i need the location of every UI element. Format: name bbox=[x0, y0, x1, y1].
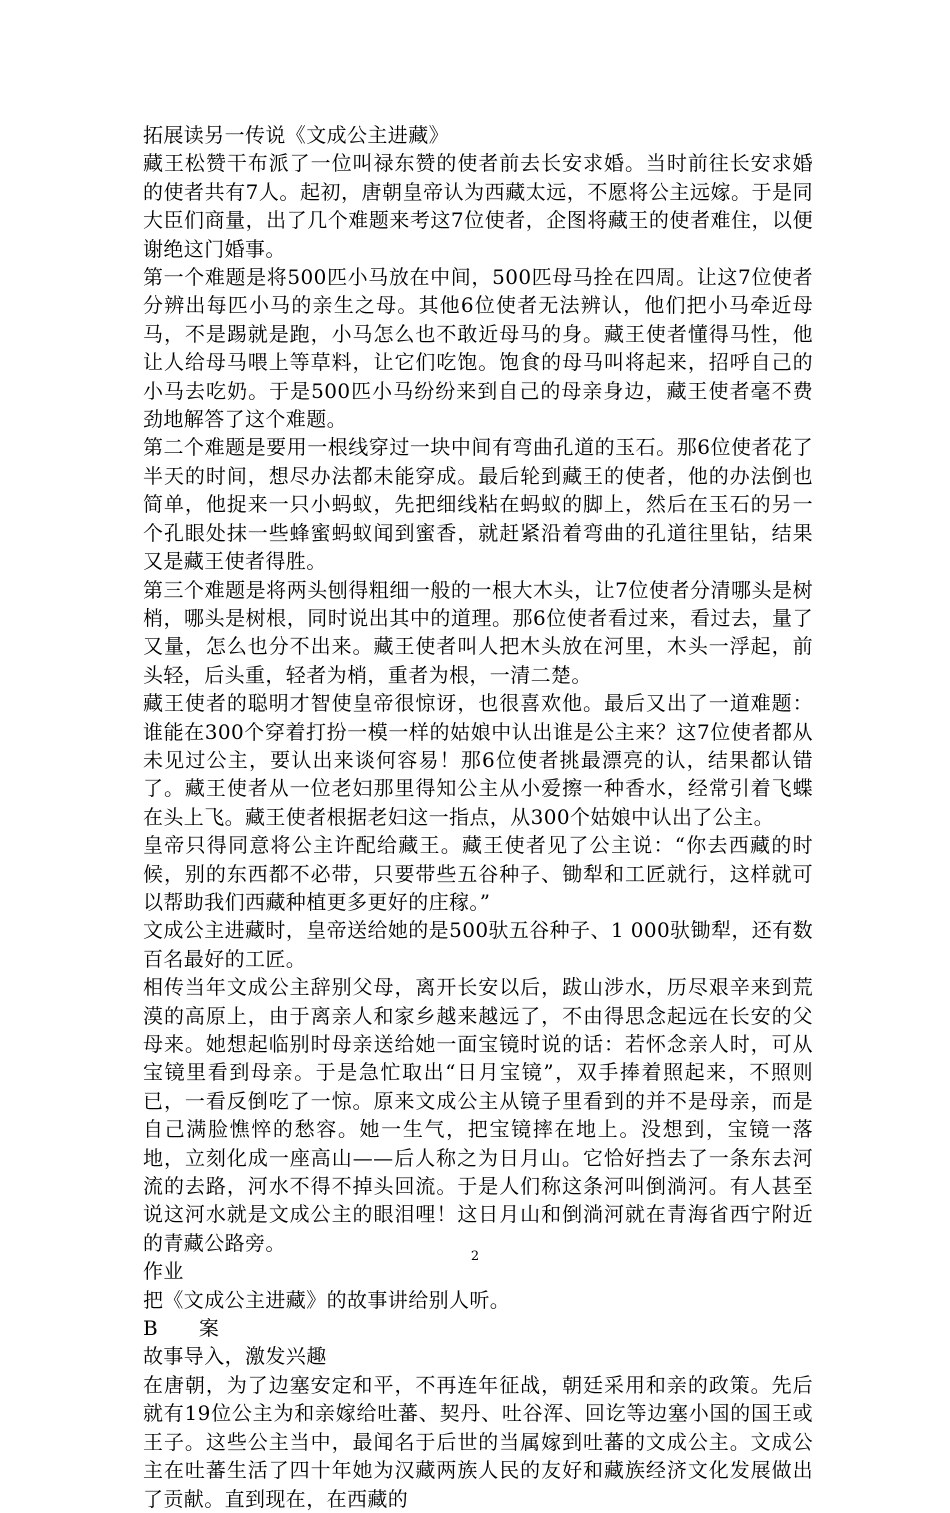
heading-extended-reading: 拓展读另一传说《文成公主进藏》 bbox=[143, 123, 449, 147]
paragraph: 相传当年文成公主辞别父母，离开长安以后，跋山涉水，历尽艰辛来到荒漠的高原上，由于离亲人和家乡越来越远了，不由得思念起远在长安的父母来。她想起临别时母亲送给她一面宝镜时说的话：若怀念亲人时，可从宝镜里看到母亲。于是急忙取出“日月宝镜”，双手捧着照起来，不照则已，一看反倒吃了一惊。原来文成公主从镜子里看到的并不是母亲，而是自己满脸憔悴的愁容。她一生气，把宝镜摔在地上。没想到，宝镜一落地，立刻化成一座高山——后人称之为日月山。它恰好挡去了一条东去河流的去路，河水不得不掉头回流。于是人们称这条河叫倒淌河。有人甚至说这河水就是文成公主的眼泪哩！这日月山和倒淌河就在青海省西宁附近的青藏公路旁。 bbox=[143, 975, 813, 1255]
paragraph: 皇帝只得同意将公主许配给藏王。藏王使者见了公主说：“你去西藏的时候，别的东西都不必带，只要带些五谷种子、锄犁和工匠就行，这样就可以帮助我们西藏种植更多更好的庄稼。” bbox=[143, 833, 813, 914]
paragraph: 把《文成公主进藏》的故事讲给别人听。 bbox=[143, 1287, 511, 1312]
paragraph: 藏王使者的聪明才智使皇帝很惊讶，也很喜欢他。最后又出了一道难题：谁能在300个穿着打扮一模一样的姑娘中认出谁是公主来？这7位使者都从未见过公主，要认出来谈何容易！那6位使者挑最漂亮的认，结果都认错了。藏王使者从一位老妇那里得知公主从小爱擦一种香水，经常引着飞蝶在头上飞。藏王使者根据老妇这一指点，从300个姑娘中认出了公主。 bbox=[143, 691, 813, 829]
paragraph: 第三个难题是将两头刨得粗细一般的一根大木头，让7位使者分清哪头是树梢，哪头是树根，同时说出其中的道理。那6位使者看过来，看过去，量了又量，怎么也分不出来。藏王使者叫人把木头放在河里，木头一浮起，前头轻，后头重，轻者为梢，重者为根，一清二楚。 bbox=[143, 577, 813, 687]
paragraph: 第一个难题是将500匹小马放在中间，500匹母马拴在四周。让这7位使者分辨出每匹小马的亲生之母。其他6位使者无法辨认，他们把小马牵近母马，不是踢就是跑，小马怎么也不敢近母马的身。藏王使者懂得马性，他让人给母马喂上等草料，让它们吃饱。饱食的母马叫将起来，招呼自己的小马去吃奶。于是500匹小马纷纷来到自己的母亲身边，藏王使者毫不费劲地解答了这个难题。 bbox=[143, 265, 813, 432]
page-number: 2 bbox=[470, 1249, 480, 1264]
paragraph: 在唐朝，为了边塞安定和平，不再连年征战，朝廷采用和亲的政策。先后就有19位公主为和亲嫁给吐蕃、契丹、吐谷浑、回讫等边塞小国的国王或王子。这些公主当中，最闻名于后世的当属嫁到吐蕃的文成公主。文成公主在吐蕃生活了四十年她为汉藏两族人民的友好和藏族经济文化发展做出了贡献。直到现在，在西藏的 bbox=[143, 1372, 813, 1511]
heading-plan-b: B 案 bbox=[143, 1316, 220, 1341]
heading-homework: 作业 bbox=[143, 1259, 184, 1284]
paragraph: 第二个难题是要用一根线穿过一块中间有弯曲孔道的玉石。那6位使者花了半天的时间，想尽办法都未能穿成。最后轮到藏王的使者，他的办法倒也简单，他捉来一只小蚂蚁，先把细线粘在蚂蚁的脚上，然后在玉石的另一个孔眼处抹一些蜂蜜蚂蚁闻到蜜香，就赶紧沿着弯曲的孔道往里钻，结果又是藏王使者得胜。 bbox=[143, 435, 813, 574]
paragraph: 藏王松赞干布派了一位叫禄东赞的使者前去长安求婚。当时前往长安求婚的使者共有7人。起初，唐朝皇帝认为西藏太远，不愿将公主远嫁。于是同大臣们商量，出了几个难题来考这7位使者，企图将藏王的使者难住，以便谢绝这门婚事。 bbox=[143, 151, 813, 261]
heading-story-intro: 故事导入，激发兴趣 bbox=[143, 1344, 327, 1369]
paragraph: 文成公主进藏时，皇帝送给她的是500驮五谷种子、1 000驮锄犁，还有数百名最好的工匠。 bbox=[143, 918, 813, 971]
document-body bbox=[143, 121, 813, 1513]
